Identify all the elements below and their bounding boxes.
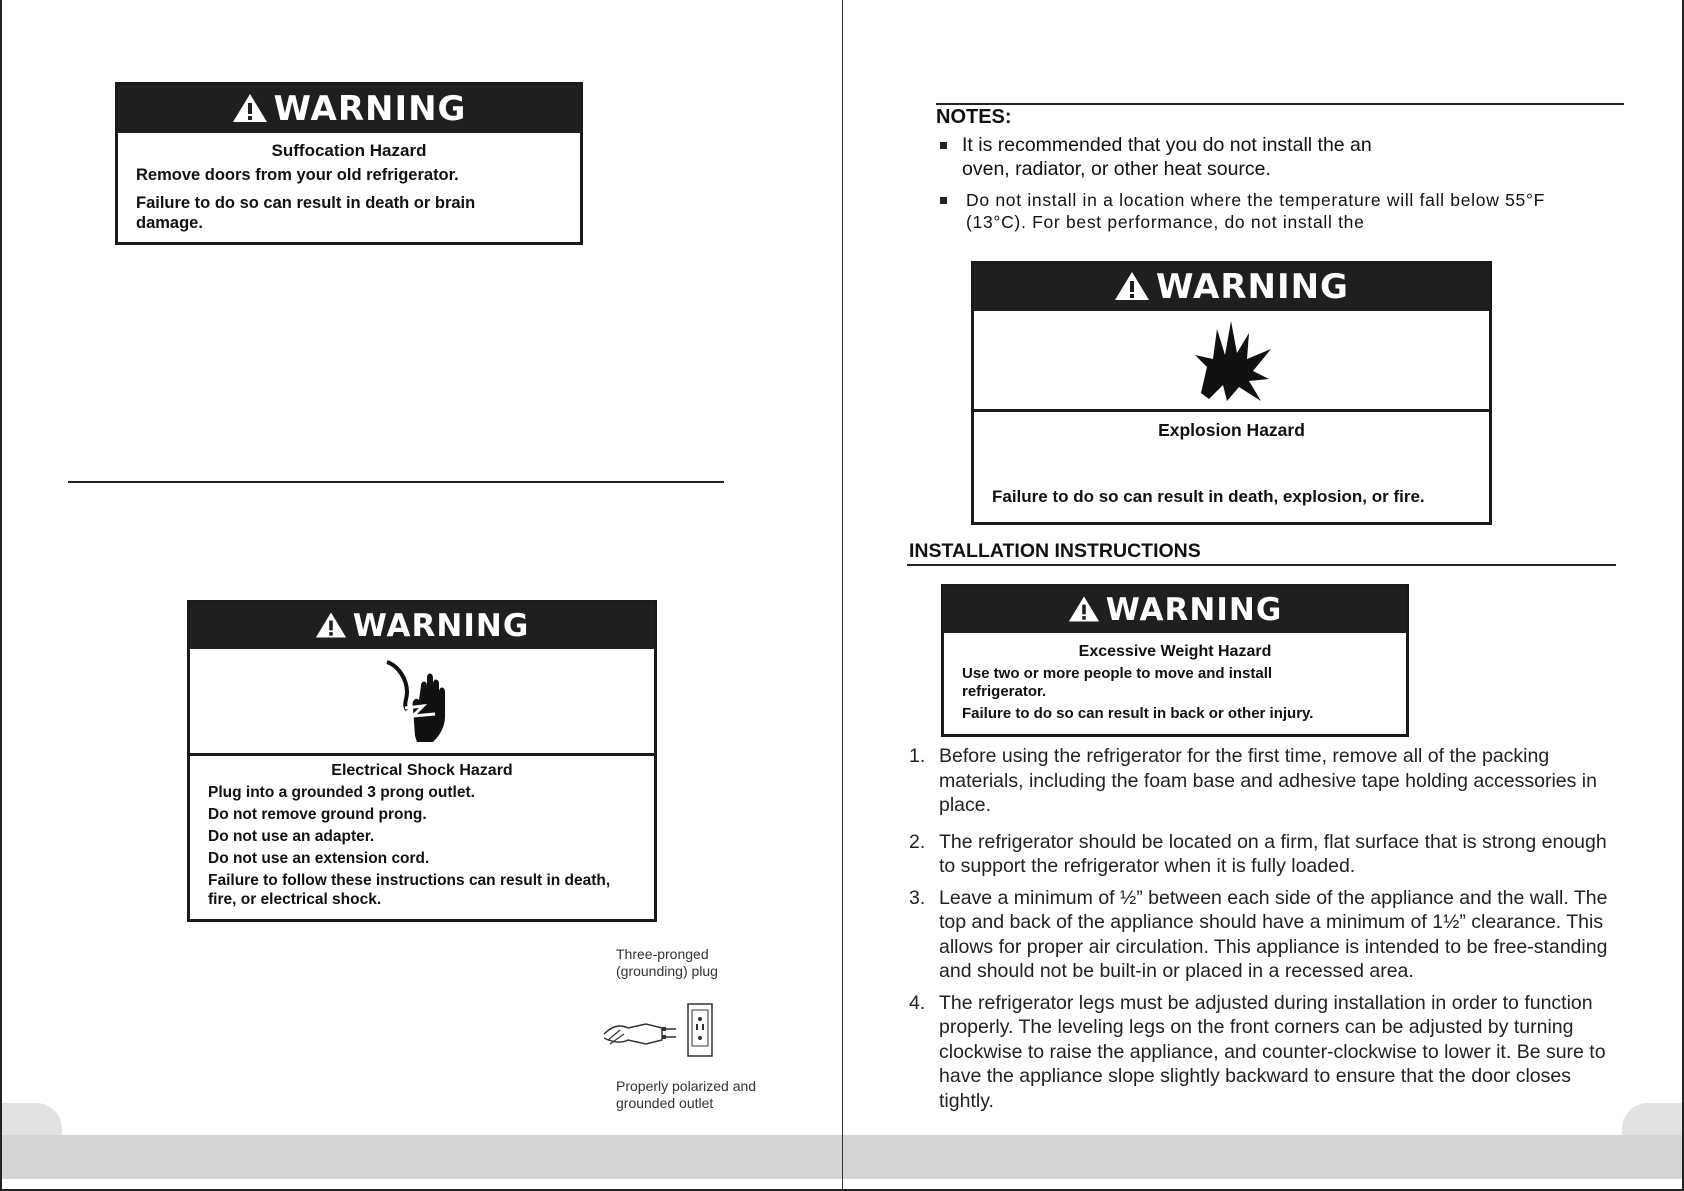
step-number: 3. xyxy=(909,886,926,909)
footer-band xyxy=(843,1135,1682,1179)
warning-header xyxy=(190,603,654,649)
list-item xyxy=(909,886,1619,984)
plug-and-outlet-icon xyxy=(600,994,730,1064)
suffocation-warning-box xyxy=(115,82,583,245)
plug-caption: Three-pronged (grounding) plug xyxy=(616,946,718,979)
note-item: It is recommended that you do not install the an oven, radiator, or other heat source. xyxy=(936,133,1382,181)
list-item xyxy=(909,744,1619,818)
warning-line: Remove doors from your old refrigerator. xyxy=(136,166,459,184)
section-divider xyxy=(68,481,724,483)
warning-line: Plug into a grounded 3 prong outlet. xyxy=(208,784,475,801)
warning-body xyxy=(190,756,654,915)
bullet-icon xyxy=(940,142,947,149)
step-text: The refrigerator should be located on a firm, flat surface that is strong enough to support the refrigerator when it is fully loaded. xyxy=(939,830,1607,877)
hazard-title: Suffocation Hazard xyxy=(271,141,427,160)
notes-title: NOTES: xyxy=(936,106,1012,128)
step-number: 1. xyxy=(909,745,926,767)
step-number: 4. xyxy=(909,991,926,1014)
warning-line: Do not remove ground prong. xyxy=(208,806,427,823)
electrical-warning-box xyxy=(187,600,657,922)
explosion-pictogram xyxy=(974,311,1489,412)
explosion-icon xyxy=(1187,315,1277,405)
warning-line: Failure to do so can result in back or other injury. xyxy=(962,705,1314,722)
electrical-pictogram xyxy=(190,649,654,756)
warning-line: Failure to follow these instructions can result in death, fire, or electrical shock. xyxy=(208,872,611,908)
hazard-title: Electrical Shock Hazard xyxy=(331,762,513,779)
warning-triangle-icon xyxy=(1068,595,1100,623)
bullet-icon xyxy=(940,197,947,204)
warning-header-label: WARNING xyxy=(1105,592,1283,628)
explosion-warning-box xyxy=(971,261,1492,525)
step-text: Leave a minimum of ½” between each side of the appliance and the wall. The top and back of the appliance should have a minimum of 1½” clearance. This allows for proper air circulation. This appliance is intended to be free-standing and should not be built-in or placed in a recessed area. xyxy=(939,886,1608,982)
warning-header xyxy=(118,85,580,133)
note-item: Do not install in a location where the temperature will fall below 55°F (13°C). For best performance, do not install the xyxy=(936,189,1546,233)
warning-line: Failure to do so can result in death or brain damage. xyxy=(136,194,476,232)
step-text: Before using the refrigerator for the first time, remove all of the packing materials, including the foam base and adhesive tape holding accessories in place. xyxy=(939,745,1597,816)
grounding-plug-figure xyxy=(600,944,770,1119)
warning-triangle-icon xyxy=(1114,271,1150,301)
list-item xyxy=(909,830,1619,879)
warning-body xyxy=(974,412,1489,521)
footer-tab xyxy=(1622,1103,1682,1135)
step-text: The refrigerator legs must be adjusted during installation in order to function properly. The leveling legs on the front corners can be adjusted by turning clockwise to raise the appliance, and counter-clockwise to lower it. Be sure to have the appliance slope slightly backward to ensure that the door closes tightly. xyxy=(939,991,1606,1112)
weight-warning-box xyxy=(941,584,1409,737)
warning-line: Do not use an adapter. xyxy=(208,828,375,845)
outlet-caption: Properly polarized and grounded outlet xyxy=(616,1078,757,1111)
warning-line: Use two or more people to move and install refrigerator. xyxy=(962,665,1273,700)
footer-tab xyxy=(2,1103,62,1135)
warning-header-label: WARNING xyxy=(273,89,467,129)
hazard-title: Explosion Hazard xyxy=(1158,420,1305,440)
footer-band xyxy=(2,1135,842,1179)
warning-header-label: WARNING xyxy=(352,608,530,644)
warning-header xyxy=(974,264,1489,311)
warning-line: Do not use an extension cord. xyxy=(208,850,430,867)
section-title: INSTALLATION INSTRUCTIONS xyxy=(909,540,1201,562)
warning-triangle-icon xyxy=(315,611,347,639)
warning-header-label: WARNING xyxy=(1156,267,1349,307)
installation-steps xyxy=(909,744,1619,1120)
warning-body xyxy=(118,133,580,247)
electric-shock-hand-icon xyxy=(377,656,467,746)
warning-body xyxy=(944,633,1406,729)
warning-triangle-icon xyxy=(232,93,268,123)
step-number: 2. xyxy=(909,830,926,853)
warning-line: Failure to do so can result in death, explosion, or fire. xyxy=(992,487,1425,506)
hazard-title: Excessive Weight Hazard xyxy=(1078,643,1272,660)
list-item xyxy=(909,991,1619,1114)
notes-section xyxy=(936,106,1636,233)
section-rule xyxy=(907,564,1616,566)
warning-header xyxy=(944,587,1406,633)
notes-rule xyxy=(936,103,1624,105)
